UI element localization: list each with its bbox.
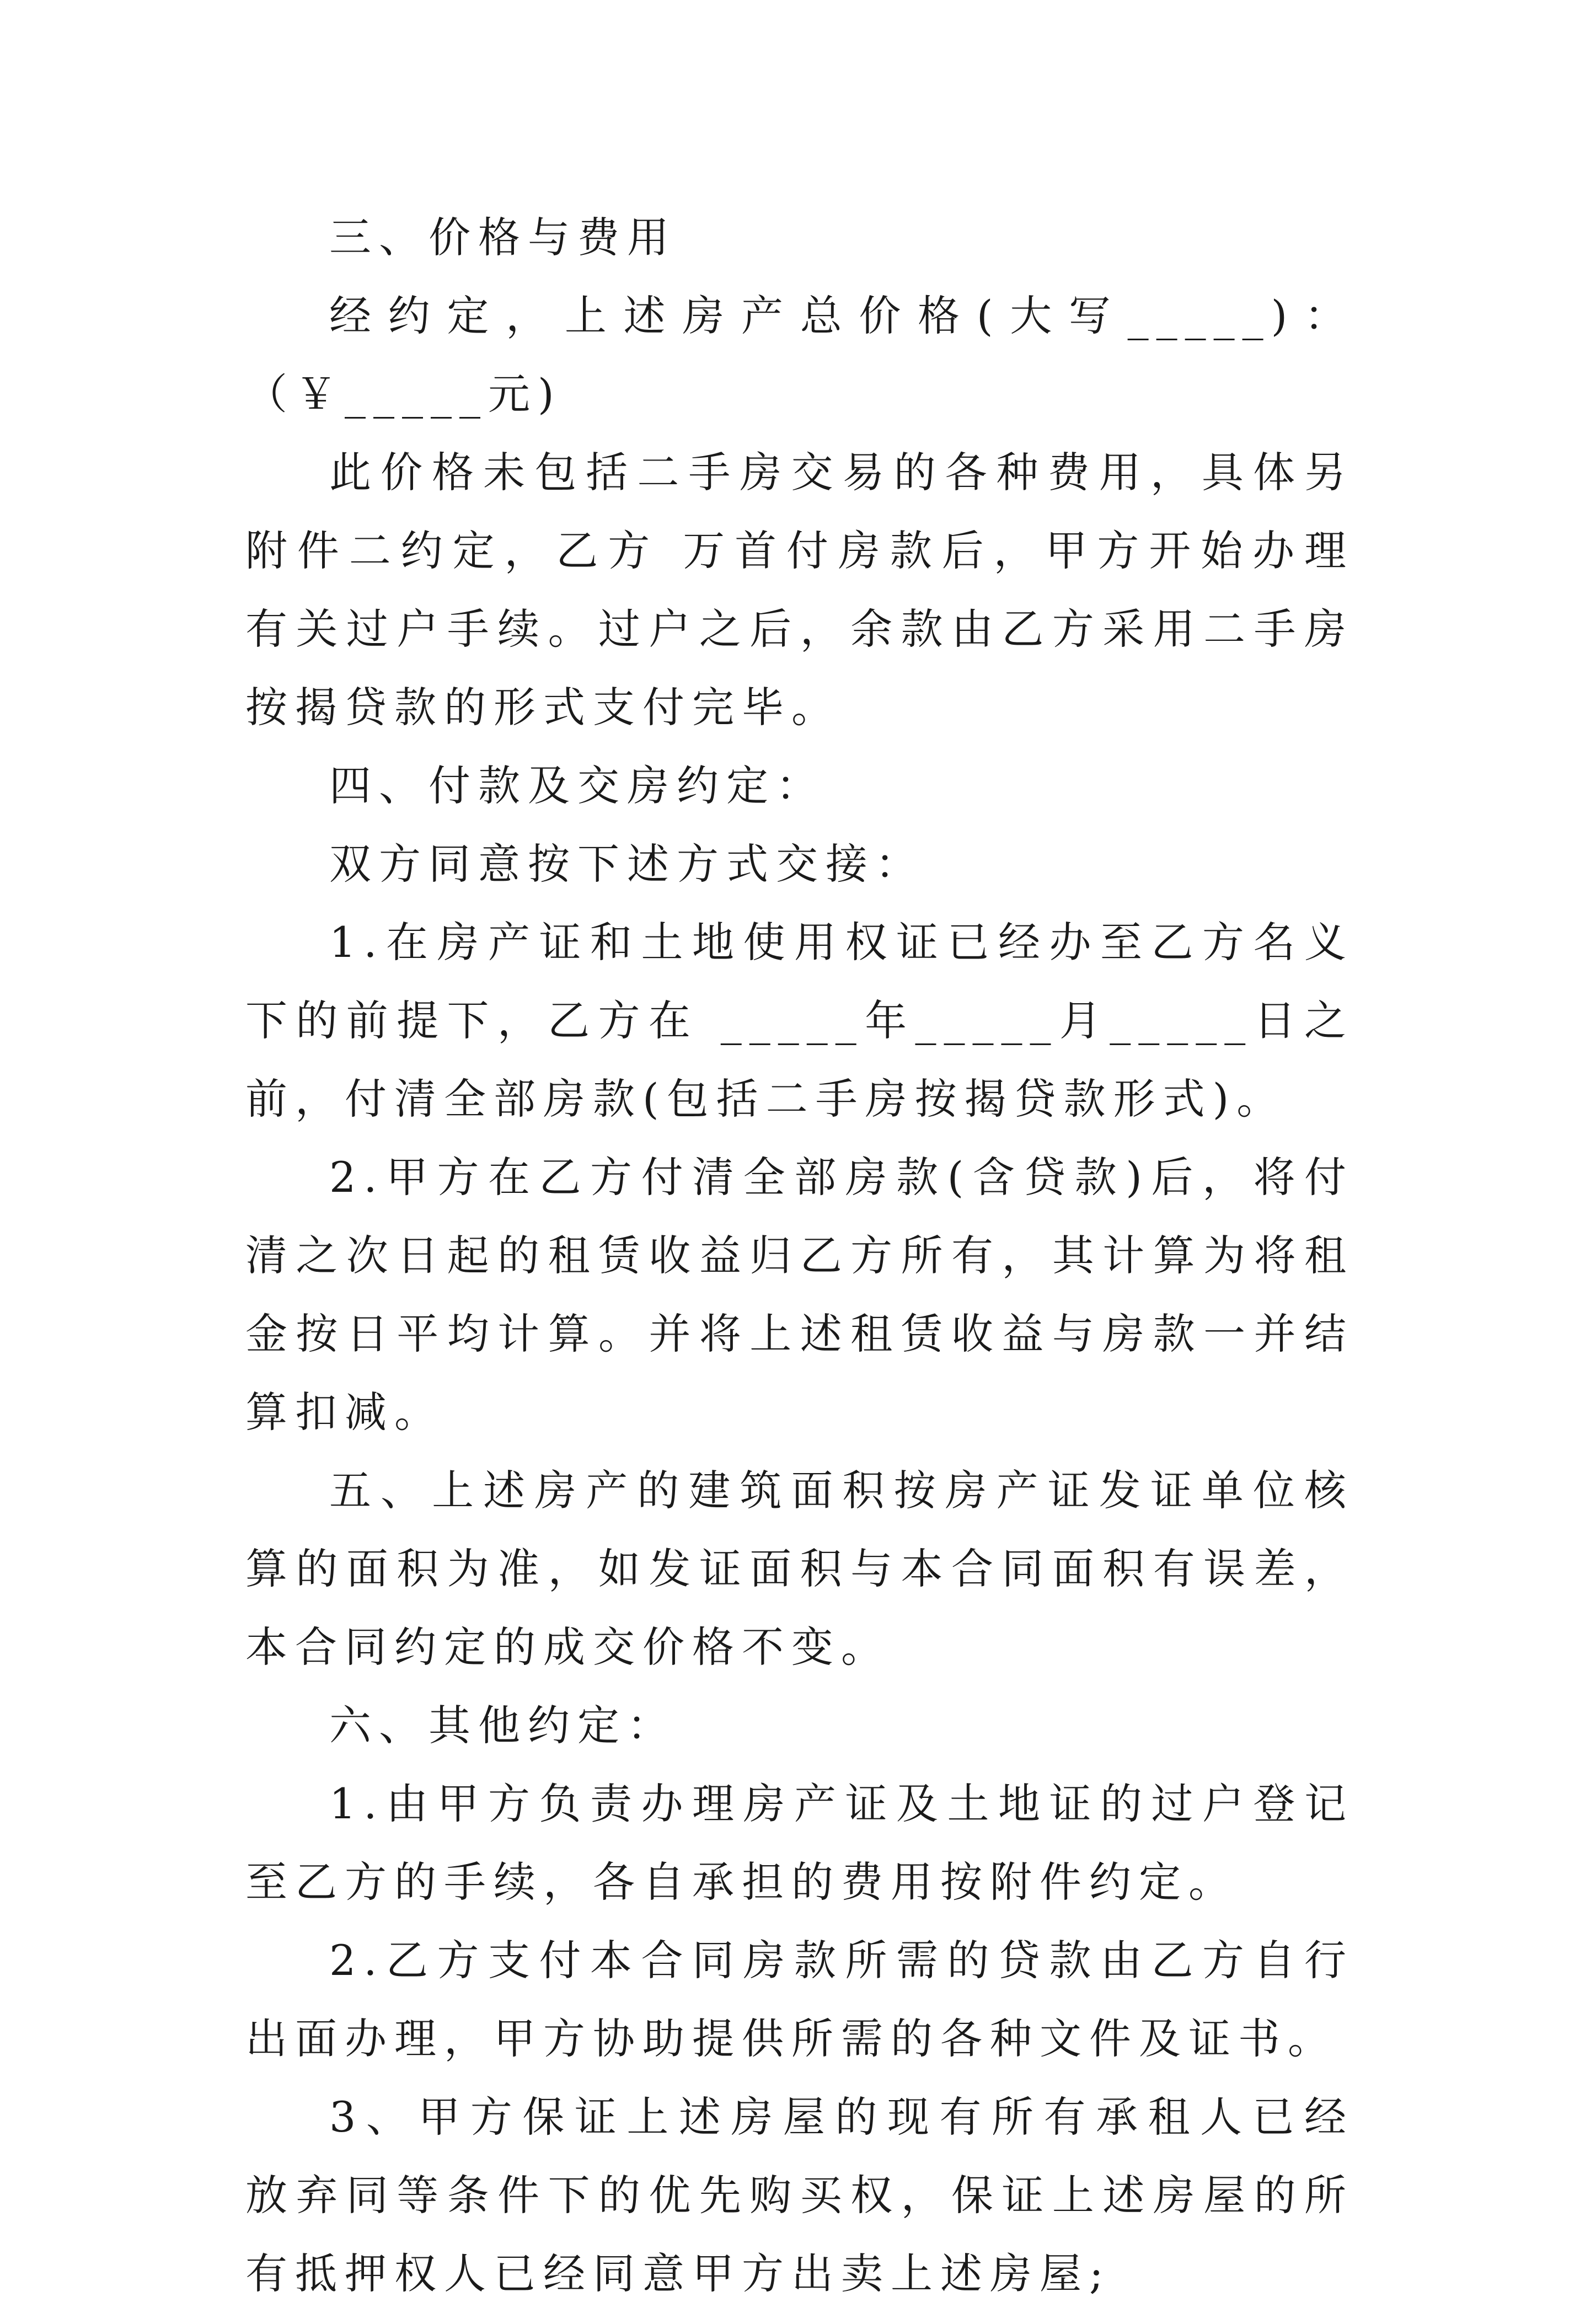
paragraph-other-clause-3: 3、甲方保证上述房屋的现有所有承租人已经放弃同等条件下的优先购买权，保证上述房屋的所有抵押权人已经同意甲方出卖上述房屋; — [245, 2092, 1354, 2298]
paragraph-other-clause-2: 2.乙方支付本合同房款所需的贷款由乙方自行出面办理，甲方协助提供所需的各种文件及证书。 — [245, 1936, 1354, 2063]
paragraph-payment-clause-2: 2.甲方在乙方付清全部房款(含贷款)后，将付清之次日起的租赁收益归乙方所有，其计算为将租金按日平均计算。并将上述租赁收益与房款一并结算扣减。 — [245, 1153, 1354, 1437]
section-heading-payment: 四、付款及交房约定： — [329, 761, 826, 810]
section-heading-price: 三、价格与费用 — [329, 213, 677, 262]
paragraph-area-clause: 五、上述房产的建筑面积按房产证发证单位核算的面积为准，如发证面积与本合同面积有误差，本合同约定的成交价格不变。 — [245, 1466, 1354, 1672]
contract-body — [245, 199, 1354, 2313]
paragraph-handover-intro: 双方同意按下述方式交接： — [329, 839, 925, 888]
paragraph-fees: 此价格未包括二手房交易的各种费用，具体另附件二约定，乙方 万首付房款后，甲方开始办理有关过户手续。过户之后，余款由乙方采用二手房按揭贷款的形式支付完毕。 — [245, 448, 1354, 732]
paragraph-other-clause-1: 1.由甲方负责办理房产证及土地证的过户登记至乙方的手续，各自承担的费用按附件约定。 — [245, 1779, 1354, 1907]
paragraph-total-price: 经约定，上述房产总价格(大写_____)：（￥_____元) — [245, 291, 1354, 419]
section-heading-other: 六、其他约定： — [329, 1701, 677, 1750]
paragraph-payment-clause-1: 1.在房产证和土地使用权证已经办至乙方名义下的前提下，乙方在 _____年_____月_____日之前，付清全部房款(包括二手房按揭贷款形式)。 — [245, 918, 1354, 1123]
